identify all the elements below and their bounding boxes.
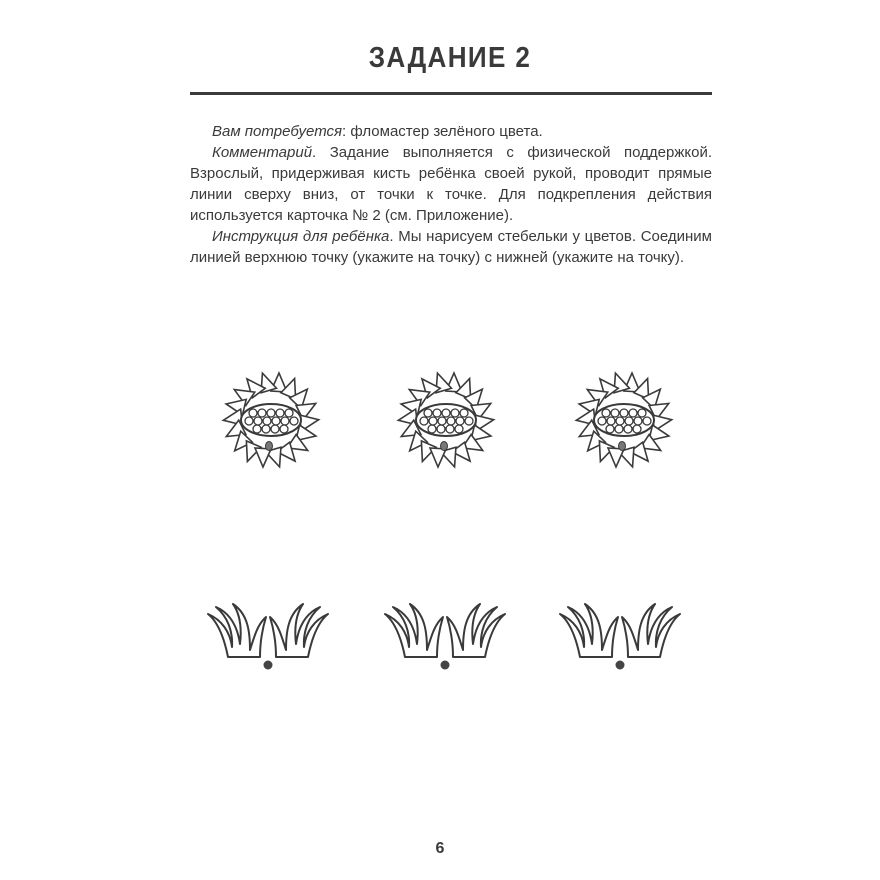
flower-1 [222,370,320,469]
child-instruction-text: . Мы нарисуем стебельки у цветов. Соединим линией верхнюю точку (укажите на точку) с нижней (укажите на точку). [190,228,712,266]
grass-clump-2 [385,604,505,670]
materials-text: : фломастер зелёного цвета. [342,123,543,140]
page-number: 6 [435,840,445,857]
grass-clump-3 [560,604,680,670]
flower-3 [575,370,673,469]
grass-clump-1 [208,604,328,670]
comment-text: . Задание выполняется с физической поддержкой. Взрослый, придерживая кисть ребёнка своей рукой, проводит прямые линии сверху вниз, от точки к точке. Для подкрепления действия используется карточка № 2 (см. Приложение). [190,144,712,224]
comment-label: Комментарий [212,144,313,161]
flower-2 [397,370,495,469]
child-instruction-label: Инструкция для ребёнка [212,228,390,245]
page-title: ЗАДАНИЕ 2 [368,42,532,74]
materials-label: Вам потребуется [212,123,343,140]
